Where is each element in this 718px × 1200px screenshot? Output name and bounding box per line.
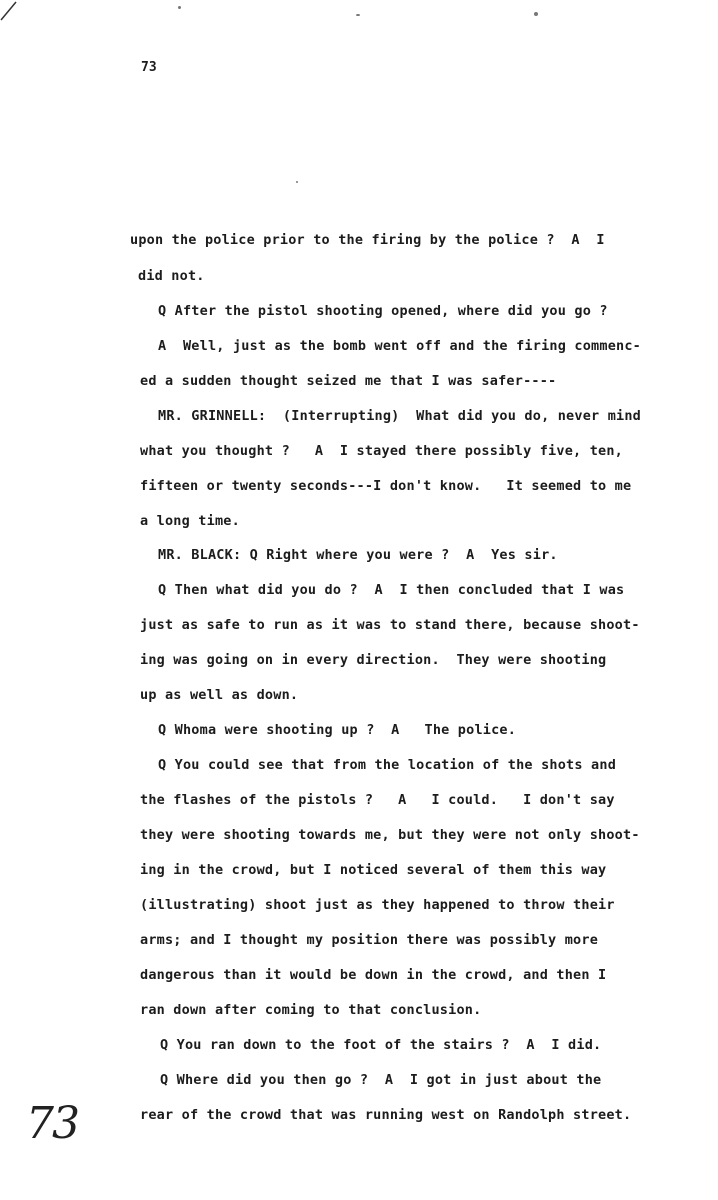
text-line: MR. BLACK: Q Right where you were ? A Yes sir.: [158, 547, 558, 563]
text-line: Q Whoma were shooting up ? A The police.: [158, 722, 517, 738]
text-line: did not.: [138, 268, 205, 284]
text-line: up as well as down.: [140, 687, 299, 703]
text-line: ing in the crowd, but I noticed several of them this way: [140, 862, 607, 878]
text-line: Q After the pistol shooting opened, where did you go ?: [158, 303, 608, 319]
margin-page-number: 73: [26, 1098, 78, 1149]
text-line: the flashes of the pistols ? A I could. I don't say: [140, 792, 615, 808]
text-line: ran down after coming to that conclusion.: [140, 1002, 482, 1018]
text-line: dangerous than it would be down in the crowd, and then I: [140, 967, 607, 983]
corner-mark: [0, 0, 22, 22]
text-line: Q Where did you then go ? A I got in just about the: [160, 1072, 602, 1088]
text-line: Q You ran down to the foot of the stairs ? A I did.: [160, 1037, 602, 1053]
text-line: Q Then what did you do ? A I then concluded that I was: [158, 582, 625, 598]
text-line: MR. GRINNELL: (Interrupting) What did you do, never mind: [158, 408, 642, 424]
speck: [296, 181, 298, 183]
text-line: a long time.: [140, 513, 240, 529]
text-line: ing was going on in every direction. They were shooting: [140, 652, 607, 668]
text-line: they were shooting towards me, but they were not only shoot-: [140, 827, 640, 843]
text-line: ed a sudden thought seized me that I was safer----: [140, 373, 557, 389]
text-line: what you thought ? A I stayed there possibly five, ten,: [140, 443, 624, 459]
text-line: Q You could see that from the location of the shots and: [158, 757, 617, 773]
text-line: rear of the crowd that was running west on Randolph street.: [140, 1107, 632, 1123]
text-line: (illustrating) shoot just as they happened to throw their: [140, 897, 615, 913]
text-line: fifteen or twenty seconds---I don't know. It seemed to me: [140, 478, 632, 494]
page-number: 73: [141, 60, 157, 75]
text-line: upon the police prior to the firing by the police ? A I: [130, 232, 605, 248]
text-line: A Well, just as the bomb went off and the firing commenc-: [158, 338, 642, 354]
speck: [356, 14, 360, 16]
speck: [178, 6, 181, 9]
text-line: arms; and I thought my position there was possibly more: [140, 932, 599, 948]
text-line: just as safe to run as it was to stand there, because shoot-: [140, 617, 640, 633]
speck: [534, 12, 538, 16]
